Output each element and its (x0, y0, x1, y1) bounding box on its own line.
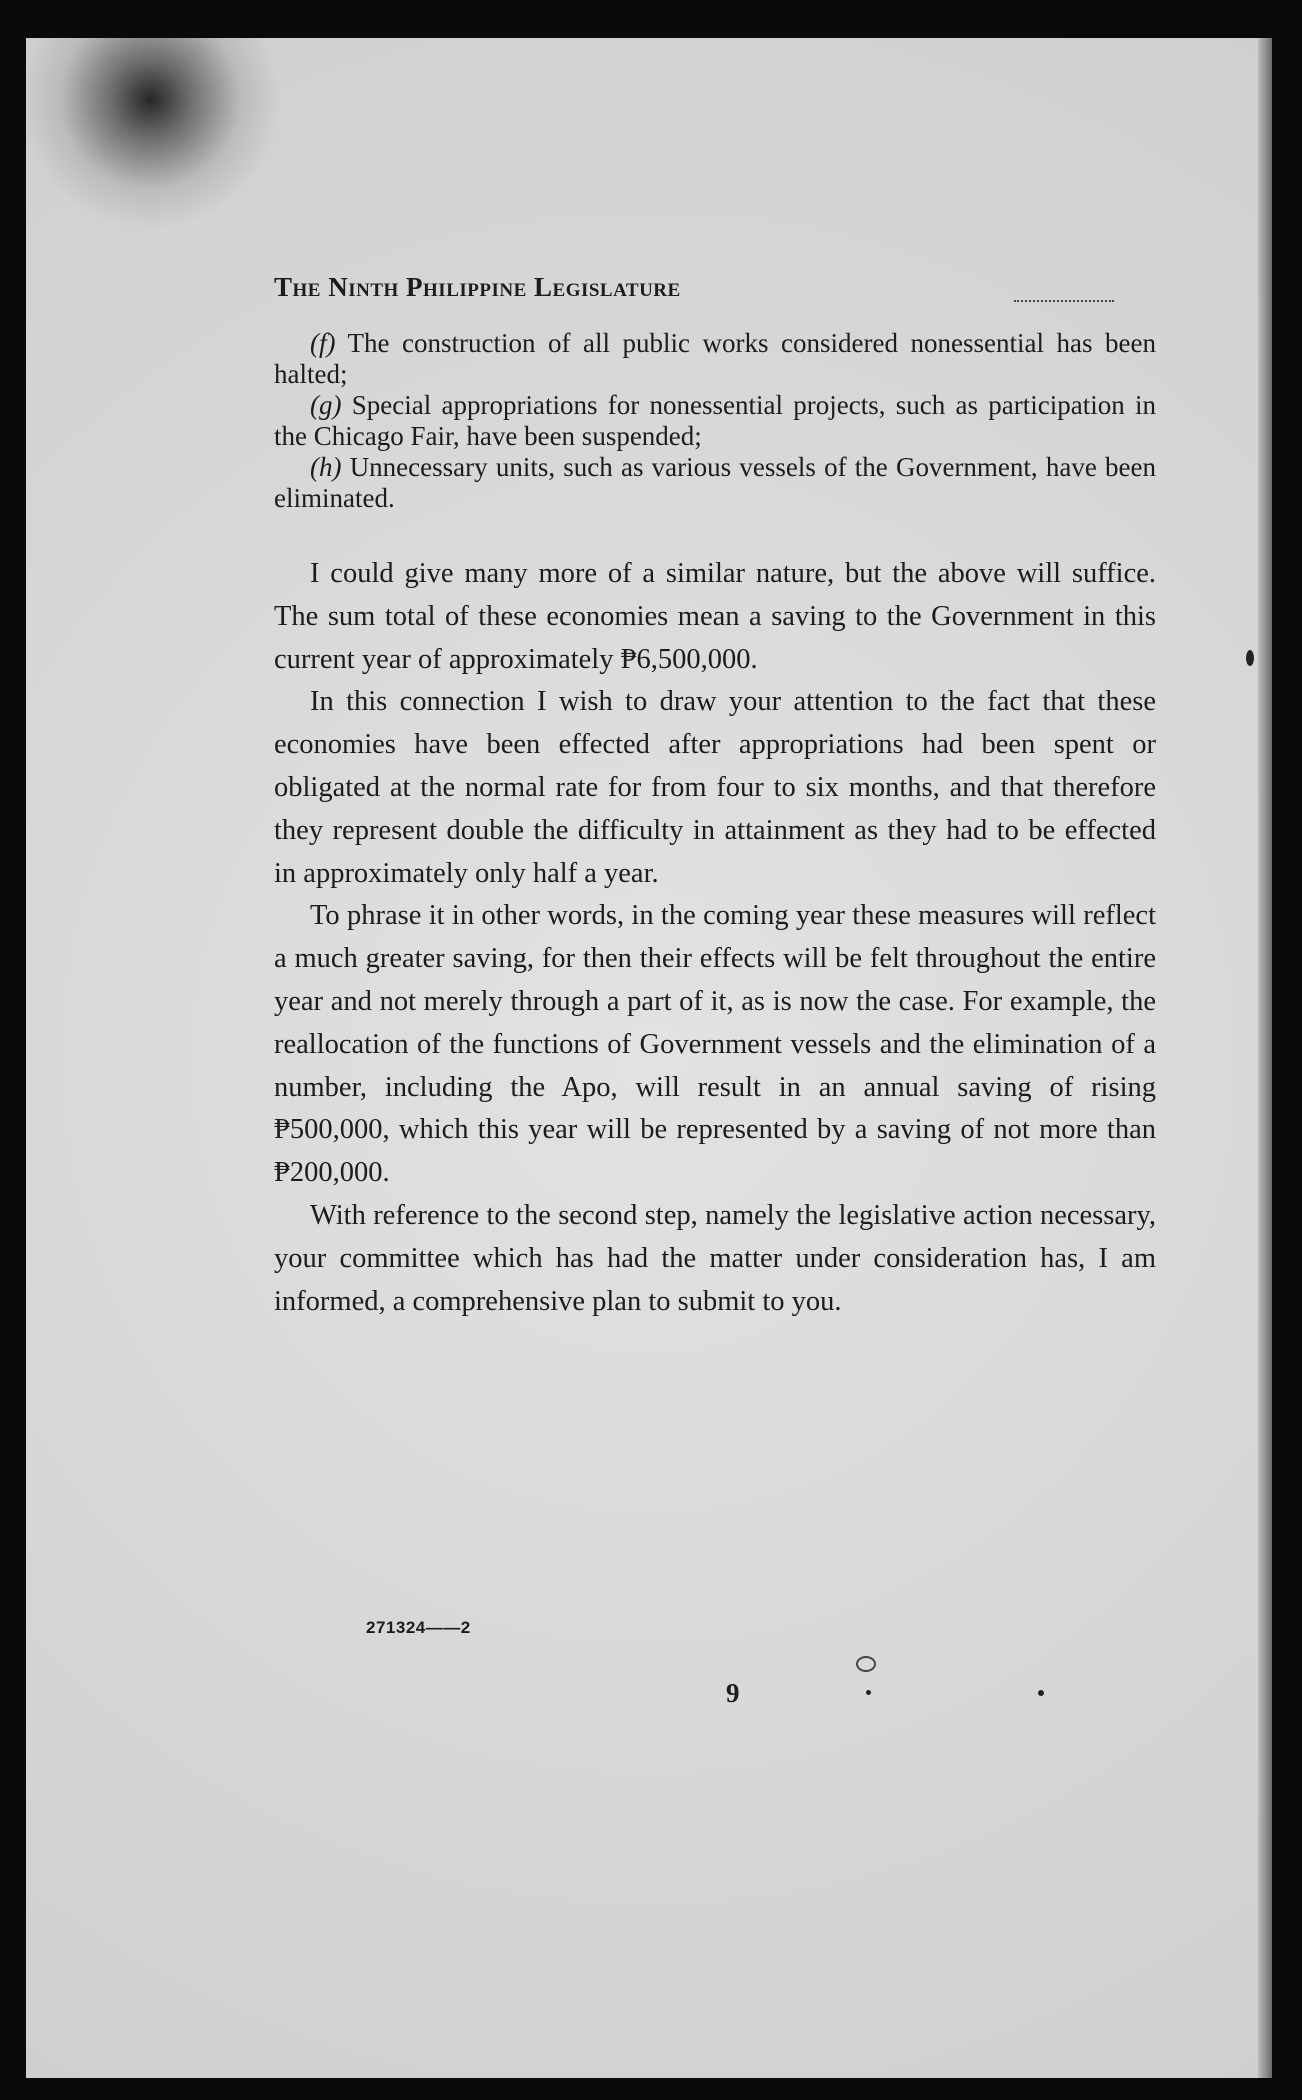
spacer (274, 514, 1156, 553)
paragraph-2: In this connection I wish to draw your attention to the fact that these economies have been effected after appropriations had been spent or obligated at the normal rate for from four to six months, and that therefore they represent double the difficulty in attainment as they had to be effected in approximately only half a year. (274, 686, 1156, 889)
paragraph-3: To phrase it in other words, in the coming year these measures will reflect a much greater saving, for then their effects will be felt throughout the entire year and not merely through a part of it, as is now the case. For example, the reallocation of the functions of Government vessels and the elimination of a number, including the Apo, will result in an annual saving of rising ₱500,000, which this year will be represented by a saving of not more than ₱200,000. (274, 900, 1156, 1189)
document-page (26, 38, 1272, 2078)
ink-speck (1038, 1690, 1044, 1696)
body-text (274, 328, 1156, 1323)
paragraph-4: With reference to the second step, namely the legislative action necessary, your committee which has had the matter under consideration has, I am informed, a comprehensive plan to submit to you. (274, 1199, 1156, 1317)
item-text: Unnecessary units, such as various vessels of the Government, have been eliminated. (274, 452, 1156, 513)
list-item-g (274, 390, 1156, 452)
item-text: The construction of all public works considered nonessential has been halted; (274, 328, 1156, 389)
running-head: The Ninth Philippine Legislature (274, 272, 681, 302)
page-edge (1258, 38, 1272, 2078)
ink-speck (1246, 650, 1254, 666)
paragraph-1: I could give many more of a similar nature, but the above will suffice. The sum total of these economies mean a saving to the Government in this current year of approximately ₱6,500,000. (274, 558, 1156, 675)
printer-code: 271324——2 (366, 1618, 471, 1637)
running-head-rule (1014, 300, 1114, 306)
page-number: 9 (726, 1678, 740, 1708)
item-label: (f) (310, 328, 336, 358)
item-text: Special appropriations for nonessential projects, such as participation in the Chicago Fair, have been suspended; (274, 390, 1156, 451)
item-label: (h) (310, 452, 342, 482)
list-item-h (274, 452, 1156, 514)
ink-speck (856, 1656, 876, 1672)
list-item-f (274, 328, 1156, 390)
item-label: (g) (310, 390, 342, 420)
ink-speck (866, 1690, 871, 1695)
